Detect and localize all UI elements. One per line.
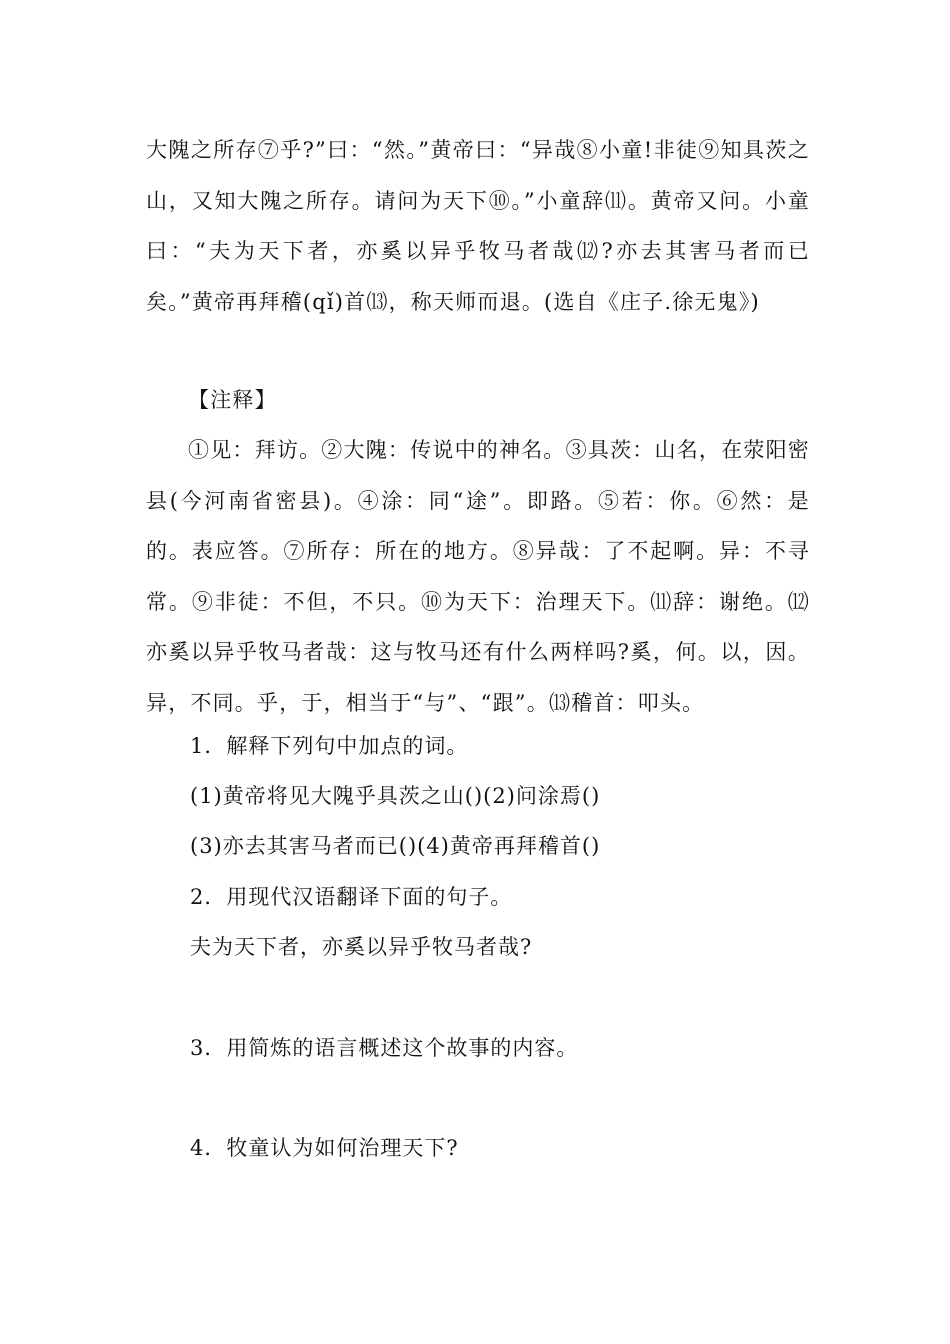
question-3: 3．用简炼的语言概述这个故事的内容。 bbox=[190, 1036, 579, 1060]
question-4: 4．牧童认为如何治理天下? bbox=[190, 1136, 459, 1160]
passage-text: 大隗之所存⑦乎?”曰：“然。”黄帝曰：“异哉⑧小童!非徒⑨知具茨之山，又知大隗之所存。请问为天下⑩。”小童辞⑾。黄帝又问。小童曰：“夫为天下者，亦奚以异乎牧马者哉⑿?亦去其害马者而已矣。”黄帝再拜稽(qǐ)首⒀，称天师而退。(选自《庄子.徐无鬼》) bbox=[146, 138, 810, 314]
question-2-sentence: 夫为天下者，亦奚以异乎牧马者哉? bbox=[190, 935, 533, 959]
question-2: 2．用现代汉语翻译下面的句子。 bbox=[190, 885, 513, 909]
question-1-items-a: (1)黄帝将见大隗乎具茨之山()(2)问涂焉() bbox=[190, 784, 601, 808]
notes-heading: 【注释】 bbox=[188, 388, 277, 412]
notes-text: ①见：拜访。②大隗：传说中的神名。③具茨：山名，在荥阳密县(今河南省密县)。④涂：同“途”。即路。⑤若：你。⑥然：是的。表应答。⑦所存：所在的地方。⑧异哉：了不起啊。异：不寻常。⑨非徒：不但，不只。⑩为天下：治理天下。⑾辞：谢绝。⑿亦奚以异乎牧马者哉：这与牧马还有什么两样吗?奚，何。以，因。异，不同。乎，于，相当于“与”、“跟”。⒀稽首：叩头。 bbox=[146, 438, 810, 715]
question-1-items-b: (3)亦去其害马者而已()(4)黄帝再拜稽首() bbox=[190, 834, 601, 858]
question-1: 1．解释下列句中加点的词。 bbox=[190, 734, 469, 758]
